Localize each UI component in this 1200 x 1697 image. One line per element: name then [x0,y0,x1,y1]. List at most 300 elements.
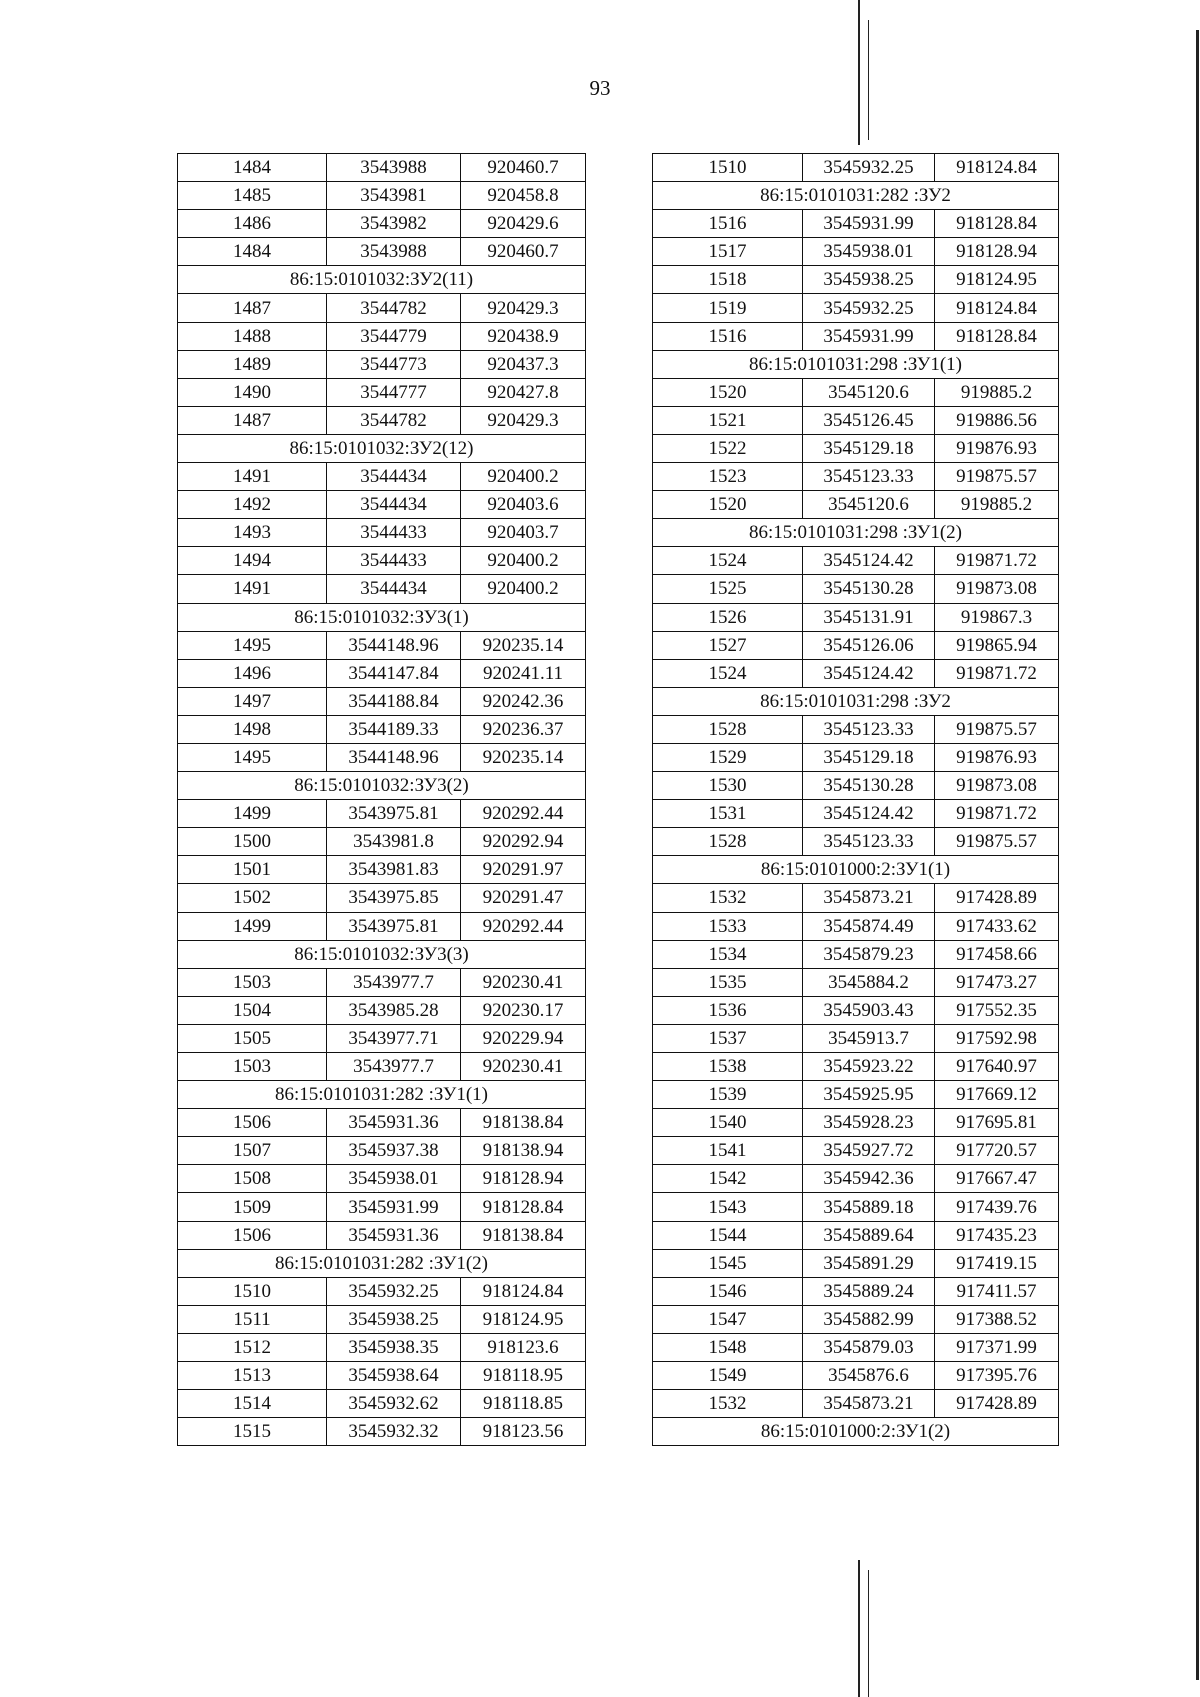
point-number-cell: 1495 [178,631,327,659]
table-row [653,715,1059,743]
x-coordinate-cell: 3545129.18 [803,434,935,462]
x-coordinate-cell: 3545927.72 [803,1137,935,1165]
y-coordinate-cell: 920438.9 [461,322,586,350]
y-coordinate-cell: 917669.12 [935,1081,1059,1109]
point-number-cell: 1491 [178,463,327,491]
x-coordinate-cell: 3545938.35 [327,1333,461,1361]
point-number-cell: 1509 [178,1193,327,1221]
table-row [178,154,586,182]
section-header-row [653,687,1059,715]
x-coordinate-cell: 3544434 [327,463,461,491]
x-coordinate-cell: 3543981.83 [327,856,461,884]
x-coordinate-cell: 3545937.38 [327,1137,461,1165]
x-coordinate-cell: 3544777 [327,378,461,406]
x-coordinate-cell: 3544189.33 [327,715,461,743]
section-header-row [178,1249,586,1277]
point-number-cell: 1521 [653,406,803,434]
table-row [653,659,1059,687]
x-coordinate-cell: 3545882.99 [803,1305,935,1333]
point-number-cell: 1547 [653,1305,803,1333]
point-number-cell: 1513 [178,1362,327,1390]
point-number-cell: 1515 [178,1418,327,1446]
point-number-cell: 1507 [178,1137,327,1165]
x-coordinate-cell: 3545130.28 [803,772,935,800]
x-coordinate-cell: 3545932.25 [327,1277,461,1305]
table-row [178,210,586,238]
point-number-cell: 1531 [653,800,803,828]
x-coordinate-cell: 3545889.18 [803,1193,935,1221]
y-coordinate-cell: 920458.8 [461,182,586,210]
table-row [178,1221,586,1249]
x-coordinate-cell: 3545889.64 [803,1221,935,1249]
x-coordinate-cell: 3545126.06 [803,631,935,659]
table-row [178,182,586,210]
x-coordinate-cell: 3545938.25 [327,1305,461,1333]
x-coordinate-cell: 3544147.84 [327,659,461,687]
x-coordinate-cell: 3543982 [327,210,461,238]
table-row [653,1390,1059,1418]
point-number-cell: 1519 [653,294,803,322]
x-coordinate-cell: 3545891.29 [803,1249,935,1277]
parcel-label: 86:15:0101031:282 :ЗУ1(2) [178,1249,586,1277]
point-number-cell: 1487 [178,406,327,434]
x-coordinate-cell: 3545938.25 [803,266,935,294]
section-header-row [653,519,1059,547]
y-coordinate-cell: 919885.2 [935,491,1059,519]
point-number-cell: 1499 [178,912,327,940]
x-coordinate-cell: 3545123.33 [803,828,935,856]
point-number-cell: 1511 [178,1305,327,1333]
point-number-cell: 1539 [653,1081,803,1109]
point-number-cell: 1506 [178,1109,327,1137]
point-number-cell: 1530 [653,772,803,800]
y-coordinate-cell: 917388.52 [935,1305,1059,1333]
x-coordinate-cell: 3545931.99 [327,1193,461,1221]
y-coordinate-cell: 920230.41 [461,1053,586,1081]
point-number-cell: 1516 [653,210,803,238]
table-row [178,294,586,322]
y-coordinate-cell: 920427.8 [461,378,586,406]
section-header-row [178,772,586,800]
parcel-label: 86:15:0101000:2:ЗУ1(1) [653,856,1059,884]
point-number-cell: 1520 [653,378,803,406]
y-coordinate-cell: 919876.93 [935,743,1059,771]
section-header-row [178,1081,586,1109]
table-row [178,715,586,743]
y-coordinate-cell: 917419.15 [935,1249,1059,1277]
y-coordinate-cell: 917428.89 [935,884,1059,912]
table-row [178,659,586,687]
y-coordinate-cell: 917667.47 [935,1165,1059,1193]
y-coordinate-cell: 920400.2 [461,575,586,603]
point-number-cell: 1517 [653,238,803,266]
table-row [653,1053,1059,1081]
x-coordinate-cell: 3543977.71 [327,1024,461,1052]
table-row [653,154,1059,182]
point-number-cell: 1491 [178,575,327,603]
y-coordinate-cell: 917395.76 [935,1362,1059,1390]
x-coordinate-cell: 3545931.99 [803,322,935,350]
x-coordinate-cell: 3543975.85 [327,884,461,912]
y-coordinate-cell: 917640.97 [935,1053,1059,1081]
y-coordinate-cell: 920235.14 [461,631,586,659]
table-row [178,1053,586,1081]
table-row [653,406,1059,434]
table-row [653,378,1059,406]
point-number-cell: 1514 [178,1390,327,1418]
x-coordinate-cell: 3545938.01 [803,238,935,266]
x-coordinate-cell: 3545129.18 [803,743,935,771]
table-row [178,968,586,996]
y-coordinate-cell: 919886.56 [935,406,1059,434]
y-coordinate-cell: 918124.95 [461,1305,586,1333]
x-coordinate-cell: 3545925.95 [803,1081,935,1109]
x-coordinate-cell: 3545931.99 [803,210,935,238]
x-coordinate-cell: 3545879.03 [803,1333,935,1361]
x-coordinate-cell: 3543988 [327,238,461,266]
table-row [178,1277,586,1305]
table-row [178,547,586,575]
y-coordinate-cell: 917428.89 [935,1390,1059,1418]
y-coordinate-cell: 920460.7 [461,154,586,182]
point-number-cell: 1542 [653,1165,803,1193]
section-header-row [178,434,586,462]
x-coordinate-cell: 3544433 [327,519,461,547]
point-number-cell: 1524 [653,659,803,687]
table-row [653,547,1059,575]
table-row [653,968,1059,996]
point-number-cell: 1505 [178,1024,327,1052]
y-coordinate-cell: 918128.84 [461,1193,586,1221]
table-row [178,1390,586,1418]
y-coordinate-cell: 920229.94 [461,1024,586,1052]
parcel-label: 86:15:0101031:298 :ЗУ1(2) [653,519,1059,547]
point-number-cell: 1490 [178,378,327,406]
section-header-row [178,266,586,294]
point-number-cell: 1548 [653,1333,803,1361]
point-number-cell: 1497 [178,687,327,715]
point-number-cell: 1485 [178,182,327,210]
x-coordinate-cell: 3545130.28 [803,575,935,603]
point-number-cell: 1510 [653,154,803,182]
table-row [178,687,586,715]
table-row [178,800,586,828]
point-number-cell: 1484 [178,154,327,182]
table-row [178,631,586,659]
y-coordinate-cell: 920235.14 [461,743,586,771]
point-number-cell: 1492 [178,491,327,519]
table-row [653,884,1059,912]
point-number-cell: 1516 [653,322,803,350]
point-number-cell: 1546 [653,1277,803,1305]
table-row [653,294,1059,322]
x-coordinate-cell: 3545913.7 [803,1024,935,1052]
y-coordinate-cell: 919876.93 [935,434,1059,462]
section-header-row [178,940,586,968]
x-coordinate-cell: 3544148.96 [327,631,461,659]
y-coordinate-cell: 917439.76 [935,1193,1059,1221]
parcel-label: 86:15:0101031:298 :ЗУ2 [653,687,1059,715]
x-coordinate-cell: 3544433 [327,547,461,575]
point-number-cell: 1533 [653,912,803,940]
table-row [653,1362,1059,1390]
x-coordinate-cell: 3545884.2 [803,968,935,996]
x-coordinate-cell: 3544148.96 [327,743,461,771]
x-coordinate-cell: 3543977.7 [327,1053,461,1081]
table-row [178,519,586,547]
table-row [653,1165,1059,1193]
y-coordinate-cell: 920403.7 [461,519,586,547]
y-coordinate-cell: 918138.84 [461,1221,586,1249]
y-coordinate-cell: 917473.27 [935,968,1059,996]
x-coordinate-cell: 3545931.36 [327,1109,461,1137]
x-coordinate-cell: 3543977.7 [327,968,461,996]
table-row [178,884,586,912]
point-number-cell: 1484 [178,238,327,266]
y-coordinate-cell: 919885.2 [935,378,1059,406]
table-row [178,743,586,771]
table-row [653,940,1059,968]
y-coordinate-cell: 920429.3 [461,406,586,434]
point-number-cell: 1518 [653,266,803,294]
y-coordinate-cell: 920230.41 [461,968,586,996]
table-row [178,1333,586,1361]
table-row [653,772,1059,800]
table-row [178,912,586,940]
table-row [653,1081,1059,1109]
y-coordinate-cell: 918128.84 [935,322,1059,350]
point-number-cell: 1498 [178,715,327,743]
parcel-label: 86:15:0101032:ЗУ2(11) [178,266,586,294]
table-row [653,1024,1059,1052]
y-coordinate-cell: 920291.47 [461,884,586,912]
parcel-label: 86:15:0101000:2:ЗУ1(2) [653,1418,1059,1446]
table-row [653,434,1059,462]
point-number-cell: 1523 [653,463,803,491]
parcel-label: 86:15:0101031:298 :ЗУ1(1) [653,350,1059,378]
y-coordinate-cell: 920400.2 [461,463,586,491]
x-coordinate-cell: 3545131.91 [803,603,935,631]
y-coordinate-cell: 918124.84 [935,294,1059,322]
table-row [178,322,586,350]
table-row [178,350,586,378]
point-number-cell: 1537 [653,1024,803,1052]
x-coordinate-cell: 3545874.49 [803,912,935,940]
table-row [653,631,1059,659]
y-coordinate-cell: 918123.56 [461,1418,586,1446]
x-coordinate-cell: 3545932.32 [327,1418,461,1446]
y-coordinate-cell: 918128.94 [935,238,1059,266]
scan-artifact-line-bottom [858,1560,860,1697]
table-row [653,463,1059,491]
point-number-cell: 1494 [178,547,327,575]
section-header-row [178,603,586,631]
y-coordinate-cell: 920230.17 [461,996,586,1024]
y-coordinate-cell: 920403.6 [461,491,586,519]
point-number-cell: 1538 [653,1053,803,1081]
y-coordinate-cell: 920429.3 [461,294,586,322]
table-row [653,575,1059,603]
x-coordinate-cell: 3544434 [327,575,461,603]
x-coordinate-cell: 3545876.6 [803,1362,935,1390]
y-coordinate-cell: 917552.35 [935,996,1059,1024]
table-row [653,912,1059,940]
y-coordinate-cell: 919873.08 [935,772,1059,800]
point-number-cell: 1522 [653,434,803,462]
point-number-cell: 1535 [653,968,803,996]
y-coordinate-cell: 917695.81 [935,1109,1059,1137]
y-coordinate-cell: 919867.3 [935,603,1059,631]
table-row [178,856,586,884]
parcel-label: 86:15:0101032:ЗУ3(2) [178,772,586,800]
parcel-label: 86:15:0101032:ЗУ2(12) [178,434,586,462]
table-row [653,1305,1059,1333]
x-coordinate-cell: 3545931.36 [327,1221,461,1249]
table-row [178,1362,586,1390]
y-coordinate-cell: 920291.97 [461,856,586,884]
parcel-label: 86:15:0101031:282 :ЗУ1(1) [178,1081,586,1109]
x-coordinate-cell: 3545120.6 [803,378,935,406]
coordinates-table-right [652,153,1059,1446]
table-row [653,1333,1059,1361]
y-coordinate-cell: 918124.84 [935,154,1059,182]
scan-artifact-line-top [858,0,860,145]
y-coordinate-cell: 918124.84 [461,1277,586,1305]
point-number-cell: 1544 [653,1221,803,1249]
table-row [653,1193,1059,1221]
point-number-cell: 1487 [178,294,327,322]
table-row [178,1165,586,1193]
table-row [178,378,586,406]
table-row [653,603,1059,631]
y-coordinate-cell: 919875.57 [935,828,1059,856]
y-coordinate-cell: 919875.57 [935,463,1059,491]
point-number-cell: 1502 [178,884,327,912]
table-row [653,491,1059,519]
y-coordinate-cell: 918118.85 [461,1390,586,1418]
y-coordinate-cell: 920292.44 [461,912,586,940]
point-number-cell: 1499 [178,800,327,828]
x-coordinate-cell: 3545873.21 [803,1390,935,1418]
y-coordinate-cell: 920437.3 [461,350,586,378]
point-number-cell: 1540 [653,1109,803,1137]
y-coordinate-cell: 917435.23 [935,1221,1059,1249]
point-number-cell: 1536 [653,996,803,1024]
x-coordinate-cell: 3545123.33 [803,463,935,491]
y-coordinate-cell: 917720.57 [935,1137,1059,1165]
point-number-cell: 1489 [178,350,327,378]
point-number-cell: 1549 [653,1362,803,1390]
table-row [653,238,1059,266]
y-coordinate-cell: 920292.94 [461,828,586,856]
table-row [653,266,1059,294]
y-coordinate-cell: 918118.95 [461,1362,586,1390]
point-number-cell: 1529 [653,743,803,771]
table-row [653,1109,1059,1137]
table-row [653,1249,1059,1277]
x-coordinate-cell: 3545873.21 [803,884,935,912]
y-coordinate-cell: 918128.84 [935,210,1059,238]
point-number-cell: 1526 [653,603,803,631]
point-number-cell: 1488 [178,322,327,350]
y-coordinate-cell: 918123.6 [461,1333,586,1361]
y-coordinate-cell: 920429.6 [461,210,586,238]
x-coordinate-cell: 3543988 [327,154,461,182]
point-number-cell: 1543 [653,1193,803,1221]
x-coordinate-cell: 3545932.62 [327,1390,461,1418]
x-coordinate-cell: 3543981.8 [327,828,461,856]
x-coordinate-cell: 3545124.42 [803,800,935,828]
x-coordinate-cell: 3545942.36 [803,1165,935,1193]
x-coordinate-cell: 3543981 [327,182,461,210]
x-coordinate-cell: 3545928.23 [803,1109,935,1137]
table-row [653,1221,1059,1249]
point-number-cell: 1510 [178,1277,327,1305]
scan-artifact-line-edge [1196,30,1199,1680]
x-coordinate-cell: 3544773 [327,350,461,378]
x-coordinate-cell: 3545124.42 [803,659,935,687]
section-header-row [653,350,1059,378]
section-header-row [653,1418,1059,1446]
point-number-cell: 1524 [653,547,803,575]
table-row [178,575,586,603]
x-coordinate-cell: 3545903.43 [803,996,935,1024]
section-header-row [653,182,1059,210]
table-row [653,800,1059,828]
point-number-cell: 1528 [653,828,803,856]
x-coordinate-cell: 3545879.23 [803,940,935,968]
y-coordinate-cell: 917371.99 [935,1333,1059,1361]
y-coordinate-cell: 920242.36 [461,687,586,715]
point-number-cell: 1525 [653,575,803,603]
point-number-cell: 1545 [653,1249,803,1277]
point-number-cell: 1541 [653,1137,803,1165]
point-number-cell: 1496 [178,659,327,687]
x-coordinate-cell: 3544779 [327,322,461,350]
point-number-cell: 1520 [653,491,803,519]
table-row [653,1277,1059,1305]
parcel-label: 86:15:0101032:ЗУ3(1) [178,603,586,631]
x-coordinate-cell: 3543985.28 [327,996,461,1024]
x-coordinate-cell: 3545923.22 [803,1053,935,1081]
y-coordinate-cell: 919875.57 [935,715,1059,743]
table-row [653,743,1059,771]
x-coordinate-cell: 3544782 [327,406,461,434]
y-coordinate-cell: 919871.72 [935,800,1059,828]
x-coordinate-cell: 3545938.64 [327,1362,461,1390]
y-coordinate-cell: 917592.98 [935,1024,1059,1052]
y-coordinate-cell: 919873.08 [935,575,1059,603]
y-coordinate-cell: 918138.94 [461,1137,586,1165]
table-row [653,210,1059,238]
x-coordinate-cell: 3544782 [327,294,461,322]
point-number-cell: 1503 [178,968,327,996]
point-number-cell: 1501 [178,856,327,884]
point-number-cell: 1512 [178,1333,327,1361]
x-coordinate-cell: 3543975.81 [327,912,461,940]
y-coordinate-cell: 920241.11 [461,659,586,687]
point-number-cell: 1528 [653,715,803,743]
page-number: 93 [589,76,611,100]
point-number-cell: 1506 [178,1221,327,1249]
table-row [653,996,1059,1024]
table-row [178,1193,586,1221]
table-row [178,1418,586,1446]
x-coordinate-cell: 3545120.6 [803,491,935,519]
x-coordinate-cell: 3545932.25 [803,154,935,182]
y-coordinate-cell: 918128.94 [461,1165,586,1193]
scan-artifact-line-bottom-2 [868,1570,869,1697]
